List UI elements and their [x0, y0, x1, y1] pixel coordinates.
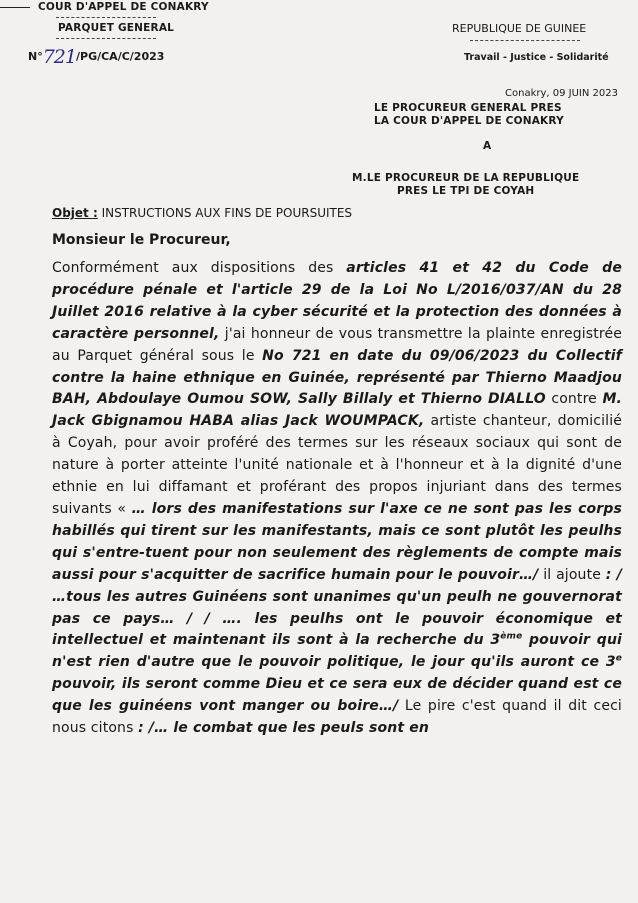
date-line: Conakry, 09 JUIN 2023	[505, 88, 618, 99]
header-rule	[0, 7, 30, 8]
subject-line	[52, 206, 352, 220]
header-divider	[470, 40, 580, 41]
body-legal-reference: articles 41 et 42 du Code de procédure pénale et l'article 29 de la Loi No L/2016/037/AN du 28 Juillet 2016 relative à la cyber sécurité et la protection des données à caractère personnel,	[52, 260, 622, 342]
body-text: Le pire c'est quand il dit ceci nous citons	[52, 698, 622, 737]
body-superscript: ème	[500, 631, 523, 642]
subject-text: INSTRUCTIONS AUX FINS DE POURSUITES	[97, 206, 353, 220]
body-text: Conformément aux dispositions des	[52, 260, 347, 276]
salutation: Monsieur le Procureur,	[52, 232, 231, 248]
ref-prefix: N°	[28, 50, 43, 63]
reference-number	[28, 46, 164, 68]
republic-name: REPUBLIQUE DE GUINEE	[452, 22, 587, 35]
body-superscript: e	[615, 653, 622, 664]
body-quote: pouvoir, ils seront comme Dieu et ce sera eux de décider quand est ce que les guinéens vont manger ou boire…/	[52, 676, 622, 715]
body-text: artiste chanteur, domicilié à Coyah, pour avoir proféré des termes sur les réseaux sociaux qui sont de nature à porter atteinte l'unité nationale et à l'honneur et à la dignité d'une ethnie en lui diffamant et proférant des propos injuriant dans des termes suivants «	[52, 413, 622, 517]
header-divider	[56, 38, 156, 39]
national-motto: Travail - Justice - Solidarité	[464, 52, 609, 63]
subject-label: Objet :	[52, 206, 98, 220]
letter-body	[52, 258, 622, 740]
recipient-line-2: PRES LE TPI DE COYAH	[397, 185, 535, 197]
sender-line-2: LA COUR D'APPEL DE CONAKRY	[374, 115, 564, 127]
body-complaint-reference: No 721 en date du 09/06/2023 du Collectif contre la haine ethnique en Guinée, représenté par Thierno Maadjou BAH, Abdoulaye Oumou SOW, Sally Billaly et Thierno DIALLO	[52, 347, 622, 408]
body-quote: pouvoir qui n'est rien d'autre que le pouvoir politique, le jour qu'ils auront ce 3	[52, 632, 623, 671]
body-text: il ajoute	[538, 566, 606, 583]
ref-suffix: /PG/CA/C/2023	[75, 50, 165, 63]
court-name: COUR D'APPEL DE CONAKRY	[38, 1, 209, 13]
body-quote: … lors des manifestations sur l'axe ce ne sont pas les corps habillés qui tirent sur les manifestants, mais ce sont plutôt les peulhs qui s'entre-tuent pour non seulement des règlements de compte mais aussi pour s'acquitter de sacrifice humain pour le pouvoir…/	[52, 500, 622, 583]
body-quote: : /… le combat que les peuls sont en	[138, 720, 429, 737]
to-word: A	[483, 140, 492, 152]
recipient-line-1: M.LE PROCUREUR DE LA REPUBLIQUE	[352, 172, 580, 184]
sender-line-1: LE PROCUREUR GENERAL PRES	[374, 102, 562, 114]
body-text: contre	[545, 391, 603, 408]
handwritten-ref-number: 721	[42, 46, 76, 68]
body-text: j'ai honneur de vous transmettre la plainte enregistrée au Parquet général sous le	[52, 325, 622, 364]
office-name: PARQUET GENERAL	[58, 22, 175, 34]
header-divider	[56, 17, 156, 18]
body-quote: : / …tous les autres Guinéens sont unanimes qu'un peulh ne gouvernorat pas ce pays… / / …. les peulhs ont le pouvoir économique et intellectuel et maintenant ils sont à la recherche du 3	[52, 566, 622, 649]
body-accused-name: M. Jack Gbignamou HABA alias Jack WOUMPACK,	[52, 391, 622, 430]
